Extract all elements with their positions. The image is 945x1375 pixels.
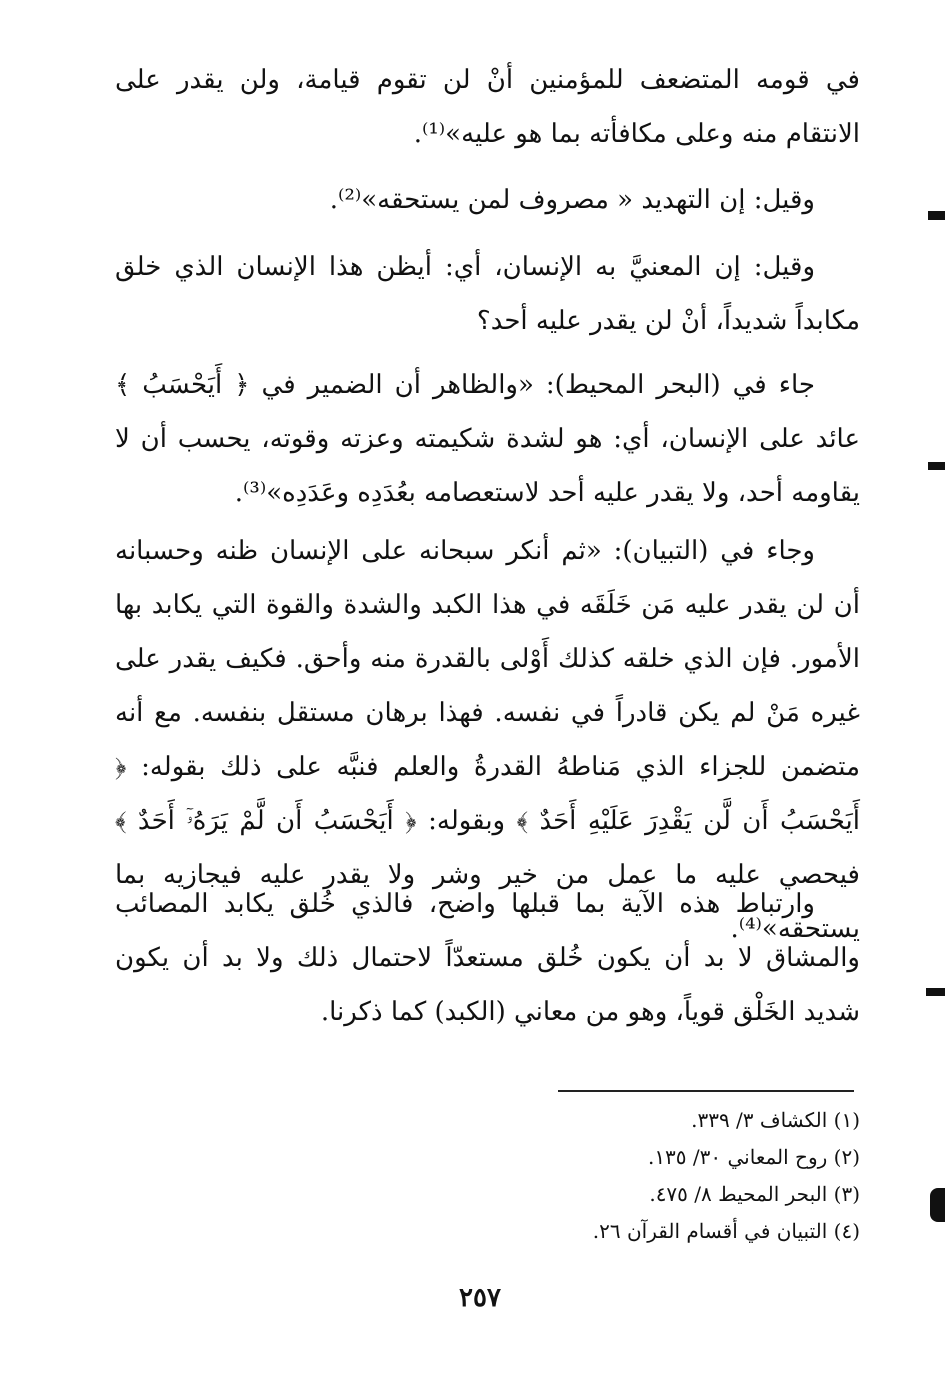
paragraph-text: وقيل: إن المعنيَّ به الإنسان، أي: أيظن هذا الإنسان الذي خلق مكابداً شديداً، أنْ لن يقدر عليه أحد؟ xyxy=(115,252,860,336)
scan-edge-mark xyxy=(926,988,945,996)
paragraph-threat-opinion xyxy=(115,173,860,227)
footnote-3: (٣) البحر المحيط ٨/ ٤٧٥. xyxy=(649,1182,860,1206)
footnote-4: (٤) التبيان في أقسام القرآن ٢٦. xyxy=(592,1219,860,1243)
scan-edge-mark xyxy=(928,211,945,220)
footnotes xyxy=(420,1102,860,1250)
paragraph-human-opinion xyxy=(115,240,860,348)
paragraph-verse-connection xyxy=(115,877,860,1039)
paragraph-text: وجاء في (التبيان): «ثم أنكر سبحانه على الإنسان ظنه وحسبانه أن لن يقدر عليه مَن خَلَقَه في هذا الكبد والشدة والقوة التي يكابد بها الأمور. فإن الذي خلقه كذلك أَوْلى بالقدرة منه وأحق. فكيف يقدر على غيره مَنْ لم يكن قادراً في نفسه. فهذا برهان مستقل بنفسه. مع أنه متضمن للجزاء الذي مَناطهُ القدرةُ والعلم فنبَّه على ذلك بقوله: ﴿ أَيَحْسَبُ أَن لَّن يَقْدِرَ عَلَيْهِ أَحَدٌ ﴾ وبقوله: ﴿ أَيَحْسَبُ أَن لَّمْ يَرَهُۥٓ أَحَدٌ ﴾ فيحصي عليه ما عمل من خير وشر ولا يقدر عليه فيجازيه بما يستحقه»⁽⁴⁾. xyxy=(115,536,860,944)
paragraph-text: وقيل: إن التهديد « مصروف لمن يستحقه»⁽²⁾. xyxy=(329,185,815,215)
page-number: ٢٥٧ xyxy=(459,1283,501,1313)
paragraph-text: في قومه المتضعف للمؤمنين أنْ لن تقوم قيامة، ولن يقدر على الانتقام منه وعلى مكافأته بما هو عليه»⁽¹⁾. xyxy=(115,65,860,149)
footnote-separator xyxy=(558,1090,854,1092)
paragraph-text: جاء في (البحر المحيط): «والظاهر أن الضمير في ﴿ أَيَحْسَبُ ﴾ عائد على الإنسان، أي: هو لشدة شكيمته وعزته وقوته، يحسب أن لا يقاومه أحد، ولا يقدر عليه أحد لاستعصامه بعُدَدِه وعَدَدِه»⁽³⁾. xyxy=(115,370,860,508)
paragraph-bahr-muhit-quote xyxy=(115,358,860,520)
scan-edge-mark xyxy=(930,1188,945,1222)
footnote-2: (٢) روح المعاني ٣٠/ ١٣٥. xyxy=(647,1145,860,1169)
footnote-1: (١) الكشاف ٣/ ٣٣٩. xyxy=(691,1108,860,1132)
scan-edge-mark xyxy=(928,462,945,470)
paragraph-text: وارتباط هذه الآية بما قبلها واضح، فالذي خُلق يكابد المصائب والمشاق لا بد أن يكون خُلق مستعدّاً لاحتمال ذلك ولا بد أن يكون شديد الخَلْق قوياً، وهو من معاني (الكبد) كما ذكرنا. xyxy=(115,889,860,1027)
paragraph-continuation xyxy=(115,53,860,161)
